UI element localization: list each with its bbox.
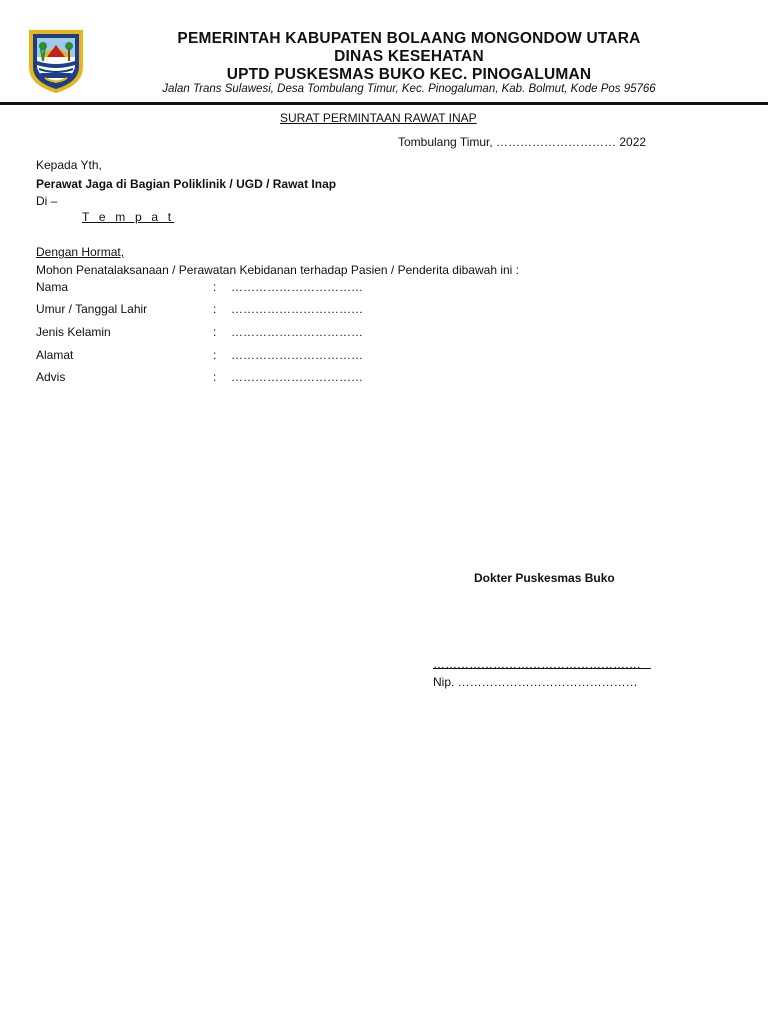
- letterhead-government: PEMERINTAH KABUPATEN BOLAANG MONGONDOW UTARA: [177, 30, 641, 47]
- letterhead-divider: [0, 102, 768, 105]
- field-separator: :: [213, 348, 217, 362]
- nip-line: Nip. ………………………………………: [433, 675, 638, 689]
- field-separator: :: [213, 370, 217, 384]
- field-label: Jenis Kelamin: [36, 325, 111, 339]
- field-separator: :: [213, 302, 217, 316]
- field-value: ……………………………: [231, 370, 363, 384]
- field-value: ……………………………: [231, 302, 363, 316]
- field-separator: :: [213, 325, 217, 339]
- signer-title: Dokter Puskesmas Buko: [474, 571, 615, 585]
- letterhead-address: Jalan Trans Sulawesi, Desa Tombulang Timur, Kec. Pinogaluman, Kab. Bolmut, Kode Pos 95766: [162, 83, 656, 95]
- field-label: Umur / Tanggal Lahir: [36, 302, 148, 316]
- field-value: ……………………………: [231, 325, 363, 339]
- signer-name-blank: …………………………………………….: [433, 657, 641, 671]
- field-label: Alamat: [36, 348, 74, 362]
- field-label: Advis: [36, 370, 66, 384]
- field-value: ……………………………: [231, 280, 363, 294]
- recipient: Perawat Jaga di Bagian Poliklinik / UGD / Rawat Inap: [36, 177, 337, 191]
- intro-text: Mohon Penatalaksanaan / Perawatan Kebidanan terhadap Pasien / Penderita dibawah ini :: [36, 263, 520, 277]
- tempat-label: T e m p a t: [82, 210, 175, 224]
- field-value: ……………………………: [231, 348, 363, 362]
- field-label: Nama: [36, 280, 69, 294]
- signature-underline: [433, 668, 651, 669]
- letterhead-unit: UPTD PUSKESMAS BUKO KEC. PINOGALUMAN: [226, 66, 592, 83]
- letterhead-agency: DINAS KESEHATAN: [334, 48, 484, 65]
- place-date: Tombulang Timur, ………………………… 2022: [398, 135, 647, 149]
- document-title: SURAT PERMINTAAN RAWAT INAP: [280, 111, 477, 125]
- field-separator: :: [213, 280, 217, 294]
- greeting: Dengan Hormat,: [36, 245, 125, 259]
- to-label: Kepada Yth,: [36, 158, 102, 172]
- di-label: Di –: [36, 194, 58, 208]
